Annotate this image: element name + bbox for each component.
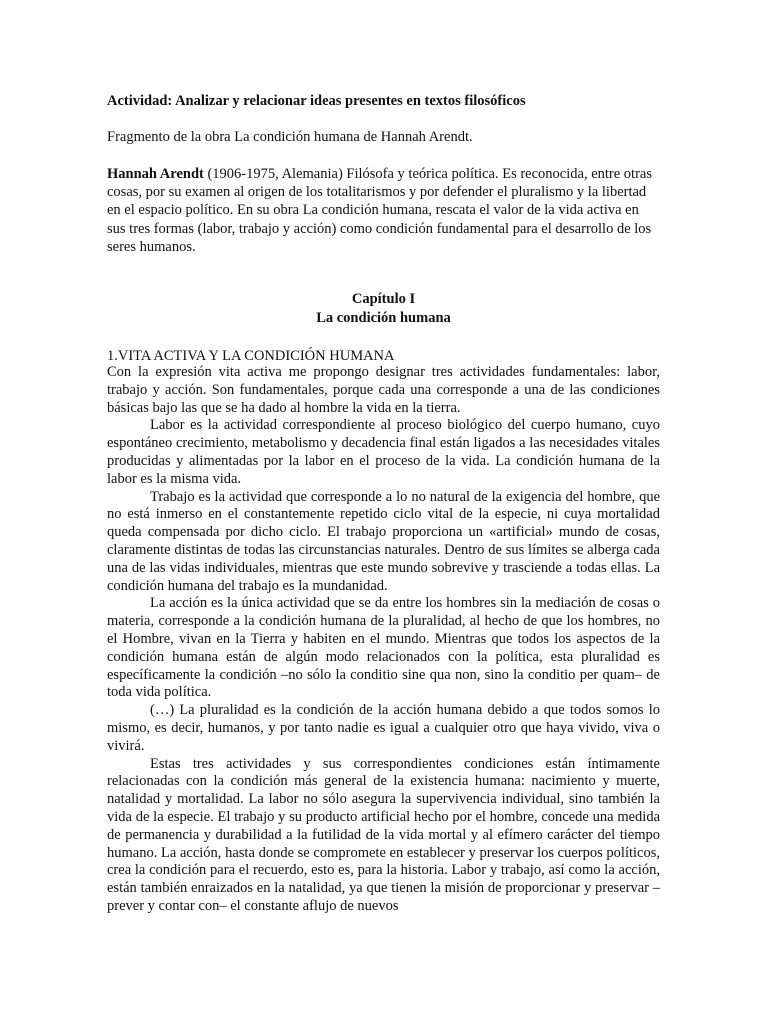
paragraph: (…) La pluralidad es la condición de la acción humana debido a que todos somos lo mismo, es decir, humanos, y por tanto nadie es igual a cualquier otro que haya vivido, viva o vivirá. bbox=[107, 702, 660, 754]
fragment-line: Fragmento de la obra La condición humana de Hannah Arendt. bbox=[107, 129, 473, 145]
paragraph: Con la expresión vita activa me propongo designar tres actividades fundamentales: labor, trabajo y acción. Son fundamentales, porque cada una corresponde a una de las condiciones básicas bajo las que se ha dado al hombre la vida en la tierra. bbox=[107, 364, 660, 416]
activity-heading: Actividad: Analizar y relacionar ideas presentes en textos filosóficos bbox=[107, 93, 526, 109]
chapter-title: La condición humana bbox=[316, 310, 451, 326]
author-bio bbox=[107, 165, 660, 256]
paragraph: Estas tres actividades y sus correspondientes condiciones están íntimamente relacionadas con la condición más general de la existencia humana: nacimiento y muerte, natalidad y mortalidad. La labor no sólo asegura la supervivencia individual, sino también la vida de la especie. El trabajo y su producto artificial hecho por el hombre, concede una medida de permanencia y durabilidad a la futilidad de la vida mortal y al efímero carácter del tiempo humano. La acción, hasta donde se compromete en establecer y preservar los cuerpos políticos, crea la condición para el recuerdo, esto es, para la historia. Labor y trabajo, así como la acción, están también enraizados en la natalidad, ya que tienen la misión de proporcionar y preservar –prever y contar con– el constante aflujo de nuevos bbox=[107, 755, 660, 914]
chapter-heading bbox=[107, 290, 660, 328]
author-bio-text: (1906-1975, Alemania) Filósofa y teórica política. Es reconocida, entre otras cosas, por su examen al origen de los totalitarismos y por defender el pluralismo y la libertad en el espacio político. En su obra La condición humana, rescata el valor de la vida activa en sus tres formas (labor, trabajo y acción) como condición fundamental para el desarrollo de los seres humanos. bbox=[107, 166, 652, 255]
section-title: 1.VITA ACTIVA Y LA CONDICIÓN HUMANA bbox=[107, 348, 395, 364]
paragraph: La acción es la única actividad que se da entre los hombres sin la mediación de cosas o materia, corresponde a la condición humana de la pluralidad, al hecho de que los hombres, no el Hombre, vivan en la Tierra y habiten en el mundo. Mientras que todos los aspectos de la condición humana están de algún modo relacionados con la política, esta pluralidad es específicamente la condición –no sólo la conditio sine qua non, sino la conditio per quam– de toda vida política. bbox=[107, 595, 660, 701]
body-text bbox=[107, 364, 660, 916]
paragraph: Trabajo es la actividad que corresponde a lo no natural de la exigencia del hombre, que no está inmerso en el constantemente repetido ciclo vital de la especie, ni cuya mortalidad queda compensada por dicho ciclo. El trabajo proporciona un «artificial» mundo de cosas, claramente distintas de todas las circunstancias naturales. Dentro de sus límites se alberga cada una de las vidas individuales, mientras que este mundo sobrevive y trasciende a todas ellas. La condición humana del trabajo es la mundanidad. bbox=[107, 488, 660, 594]
author-name: Hannah Arendt bbox=[107, 166, 204, 182]
paragraph: Labor es la actividad correspondiente al proceso biológico del cuerpo humano, cuyo espontáneo crecimiento, metabolismo y decadencia final están ligados a las necesidades vitales producidas y alimentadas por la labor en el proceso de la vida. La condición humana de la labor es la misma vida. bbox=[107, 417, 660, 487]
chapter-number: Capítulo I bbox=[351, 291, 416, 307]
